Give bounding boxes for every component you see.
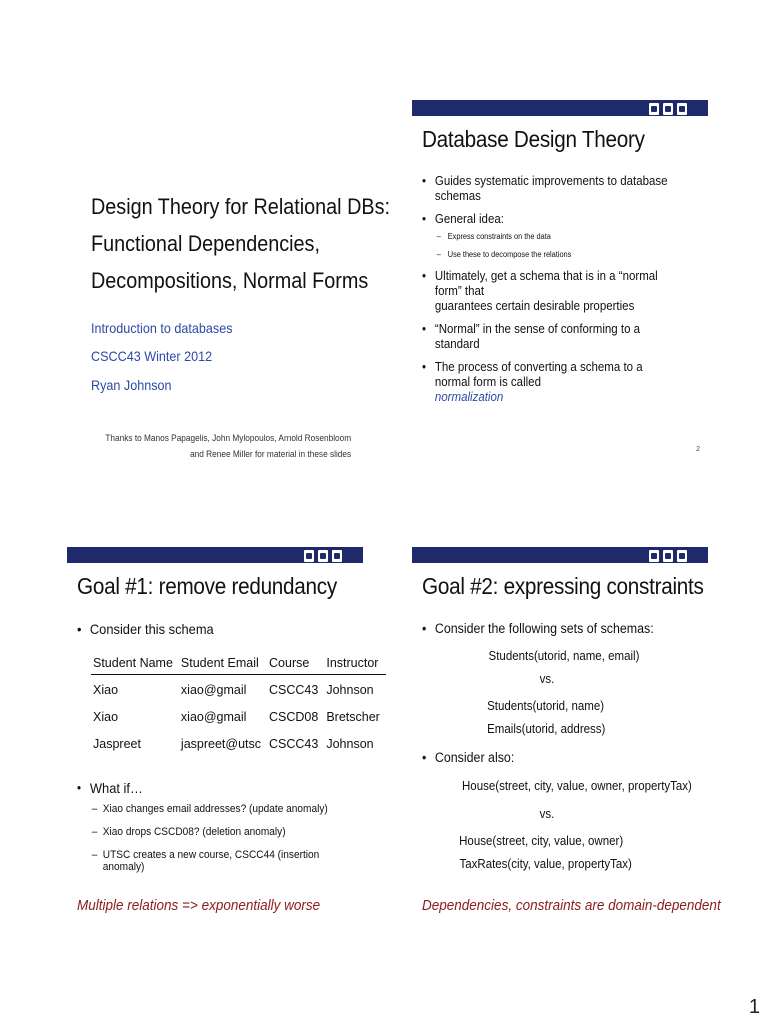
bullet xyxy=(77,781,333,873)
slide-number: 2 xyxy=(696,446,700,453)
table-row xyxy=(91,702,386,729)
crest-icon xyxy=(648,102,660,116)
building-icon xyxy=(331,549,343,563)
column-header: Student Email xyxy=(179,653,267,675)
bullet-text: • The process of converting a schema to a normal form is called xyxy=(434,360,643,389)
books-icon xyxy=(662,102,674,116)
table-cell: Johnson xyxy=(326,737,374,751)
sub-bullet: – Use these to decompose the relations xyxy=(435,249,678,261)
author-name: Ryan Johnson xyxy=(91,377,172,393)
bullet: • “Normal” in the sense of conforming to a standard xyxy=(422,322,678,352)
university-logos xyxy=(648,547,702,565)
sub-bullet: – Xiao drops CSCD08? (deletion anomaly) xyxy=(90,826,333,838)
slide-1 xyxy=(67,100,390,470)
table-cell: Xiao xyxy=(93,710,119,724)
bullet-list xyxy=(422,174,700,413)
thanks-line-2: and Renee Miller for material in these slides xyxy=(189,449,351,459)
course-name: Introduction to databases xyxy=(91,320,233,336)
bullet: • Guides systematic improvements to database schemas xyxy=(422,174,678,204)
table-row xyxy=(91,729,386,756)
bullet-text: guarantees certain desirable properties xyxy=(434,299,635,313)
bullet: • Consider the following sets of schemas: xyxy=(422,621,678,636)
schema-line: Students(utorid, name) xyxy=(487,699,605,713)
schema-table xyxy=(91,653,386,756)
table-cell: Johnson xyxy=(326,683,374,697)
slide-4 xyxy=(412,547,721,917)
title-line-2: Functional Dependencies, xyxy=(91,231,320,256)
slide-4-title: Goal #2: expressing constraints xyxy=(422,573,704,599)
course-term: CSCC43 Winter 2012 xyxy=(91,348,213,364)
versus-label: vs. xyxy=(539,807,555,821)
title-line-3: Decompositions, Normal Forms xyxy=(91,268,369,293)
table-cell: Xiao xyxy=(93,683,119,697)
university-logos xyxy=(648,100,702,118)
normalization-term: normalization xyxy=(434,390,504,404)
slide-3-footer: Multiple relations => exponentially worse xyxy=(77,897,321,914)
sub-bullet: – Express constraints on the data xyxy=(435,231,678,243)
table-cell: jaspreet@utsc xyxy=(180,737,262,751)
schema-line: TaxRates(city, value, propertyTax) xyxy=(459,857,632,871)
slide-3-title: Goal #1: remove redundancy xyxy=(77,573,337,599)
sub-bullet: – UTSC creates a new course, CSCC44 (insertion anomaly) xyxy=(90,849,333,873)
table-row xyxy=(91,675,386,703)
books-icon xyxy=(317,549,329,563)
sub-list xyxy=(435,231,678,261)
schema-line: Students(utorid, name, email) xyxy=(488,649,640,663)
table-cell: xiao@gmail xyxy=(180,683,247,697)
slide-4-footer: Dependencies, constraints are domain-dependent xyxy=(422,897,721,914)
table-cell: xiao@gmail xyxy=(180,710,247,724)
bullet: • Consider this schema xyxy=(77,622,333,637)
title-line-1: Design Theory for Relational DBs: xyxy=(91,194,390,219)
bird-icon xyxy=(690,102,702,116)
bullet: • Consider also: xyxy=(422,750,678,765)
sub-list xyxy=(90,803,333,873)
slide-2-title: Database Design Theory xyxy=(422,126,645,152)
bullet xyxy=(422,269,678,314)
acknowledgements xyxy=(105,430,351,462)
thanks-line-1: Thanks to Manos Papagelis, John Mylopoulos, Arnold Rosenbloom xyxy=(105,433,351,443)
schema-line: House(street, city, value, owner) xyxy=(459,834,624,848)
bullet xyxy=(422,212,678,261)
page-number: 1 xyxy=(748,996,760,1018)
university-logos xyxy=(303,547,357,565)
building-icon xyxy=(676,102,688,116)
building-icon xyxy=(676,549,688,563)
bullet xyxy=(422,360,678,405)
bird-icon xyxy=(345,549,357,563)
versus-label: vs. xyxy=(539,672,555,686)
crest-icon xyxy=(648,549,660,563)
bullet-list xyxy=(77,781,355,881)
schema-line: House(street, city, value, owner, propertyTax) xyxy=(461,779,692,793)
bullet-list xyxy=(422,621,700,644)
bird-icon xyxy=(690,549,702,563)
bullet-text: What if… xyxy=(89,780,143,796)
column-header: Instructor xyxy=(324,653,386,675)
bullet-list xyxy=(422,750,700,773)
table-cell: CSCC43 xyxy=(269,737,319,751)
slide-2 xyxy=(412,100,708,470)
schema-line: Emails(utorid, address) xyxy=(487,722,606,736)
bullet-text: General idea: xyxy=(434,212,504,226)
bullet-list xyxy=(77,622,355,645)
table-cell: CSCD08 xyxy=(269,710,319,724)
table-cell: Bretscher xyxy=(326,710,380,724)
table-cell: CSCC43 xyxy=(269,683,319,697)
column-header: Course xyxy=(267,653,324,675)
slide-1-title xyxy=(91,188,390,299)
slide-3 xyxy=(67,547,380,917)
crest-icon xyxy=(303,549,315,563)
table-header-row xyxy=(91,653,386,675)
bullet-text: • Ultimately, get a schema that is in a “normal form” that xyxy=(434,269,658,298)
sub-bullet: – Xiao changes email addresses? (update anomaly) xyxy=(90,803,333,815)
column-header: Student Name xyxy=(91,653,179,675)
books-icon xyxy=(662,549,674,563)
table-cell: Jaspreet xyxy=(93,737,141,751)
